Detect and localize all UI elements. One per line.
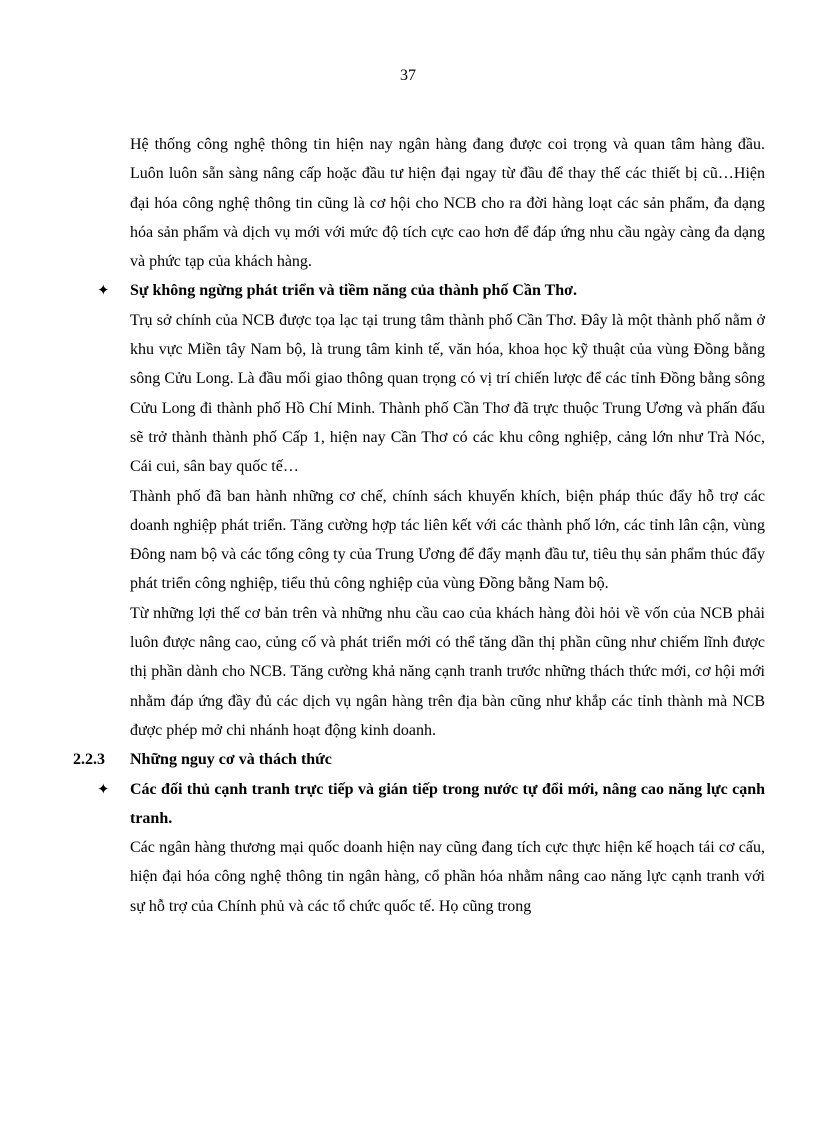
section-number: 2.2.3 bbox=[73, 751, 105, 769]
document-body bbox=[73, 130, 765, 921]
bullet-star-icon: ✦ bbox=[97, 779, 110, 798]
bullet-star-icon: ✦ bbox=[97, 281, 110, 300]
bullet-heading-text: Sự không ngừng phát triển và tiềm năng của thành phố Cần Thơ. bbox=[130, 282, 578, 300]
page-number: 37 bbox=[400, 67, 416, 84]
paragraph-it-systems: Hệ thống công nghệ thông tin hiện nay ngân hàng đang được coi trọng và quan tâm hàng đầu. Luôn luôn sẵn sàng nâng cấp hoặc đầu tư hiện đại ngay từ đầu để thay thế các thiết bị cũ…Hiện đại hóa công nghệ thông tin cũng là cơ hội cho NCB cho ra đời hàng loạt các sản phẩm, đa dạng hóa sản phẩm và dịch vụ mới với mức độ tích cực cao hơn để đáp ứng nhu cầu ngày càng đa dạng và phức tạp của khách hàng. bbox=[130, 136, 765, 271]
bullet-heading-text: Các đối thủ cạnh tranh trực tiếp và gián tiếp trong nước tự đổi mới, nâng cao năng lực cạnh tranh. bbox=[130, 780, 765, 827]
paragraph-advantages: Từ những lợi thế cơ bản trên và những nhu cầu cao của khách hàng đòi hỏi về vốn của NCB phải luôn được nâng cao, củng cố và phát triển mới có thể tăng dần thị phần cũng như chiếm lĩnh được thị phần dành cho NCB. Tăng cường khả năng cạnh tranh trước những thách thức mới, cơ hội mới nhằm đáp ứng đầy đủ các dịch vụ ngân hàng trên địa bàn cũng như khắp các tỉnh thành mà NCB được phép mở chi nhánh hoạt động kinh doanh. bbox=[130, 604, 765, 739]
bullet-heading-can-tho bbox=[97, 276, 765, 305]
paragraph-headquarters: Trụ sở chính của NCB được tọa lạc tại trung tâm thành phố Cần Thơ. Đây là một thành phố nằm ở khu vực Miền tây Nam bộ, là trung tâm kinh tế, văn hóa, khoa học kỹ thuật của vùng Đồng bằng sông Cửu Long. Là đầu mối giao thông quan trọng có vị trí chiến lược để các tỉnh Đồng bằng sông Cửu Long đi thành phố Hồ Chí Minh. Thành phố Cần Thơ đã trực thuộc Trung Ương và phấn đấu sẽ trở thành thành phố Cấp 1, hiện nay Cần Thơ có các khu công nghiệp, cảng lớn như Trà Nóc, Cái cui, sân bay quốc tế… bbox=[130, 311, 765, 476]
section-heading bbox=[73, 745, 765, 774]
section-title: Những nguy cơ và thách thức bbox=[130, 751, 332, 769]
paragraph-state-banks: Các ngân hàng thương mại quốc doanh hiện nay cũng đang tích cực thực hiện kế hoạch tái cơ cấu, hiện đại hóa công nghệ thông tin ngân hàng, cổ phần hóa nhằm nâng cao năng lực cạnh tranh với sự hỗ trợ của Chính phủ và các tổ chức quốc tế. Họ cũng trong bbox=[130, 839, 765, 915]
paragraph-city-policies: Thành phố đã ban hành những cơ chế, chính sách khuyến khích, biện pháp thúc đẩy hỗ trợ các doanh nghiệp phát triển. Tăng cường hợp tác liên kết với các thành phố lớn, các tỉnh lân cận, vùng Đông nam bộ và các tổng công ty của Trung Ương để đẩy mạnh đầu tư, tiêu thụ sản phẩm thúc đẩy phát triển công nghiệp, tiểu thủ công nghiệp của vùng Đồng bằng Nam bộ. bbox=[130, 487, 765, 593]
bullet-heading-competitors bbox=[97, 775, 765, 834]
